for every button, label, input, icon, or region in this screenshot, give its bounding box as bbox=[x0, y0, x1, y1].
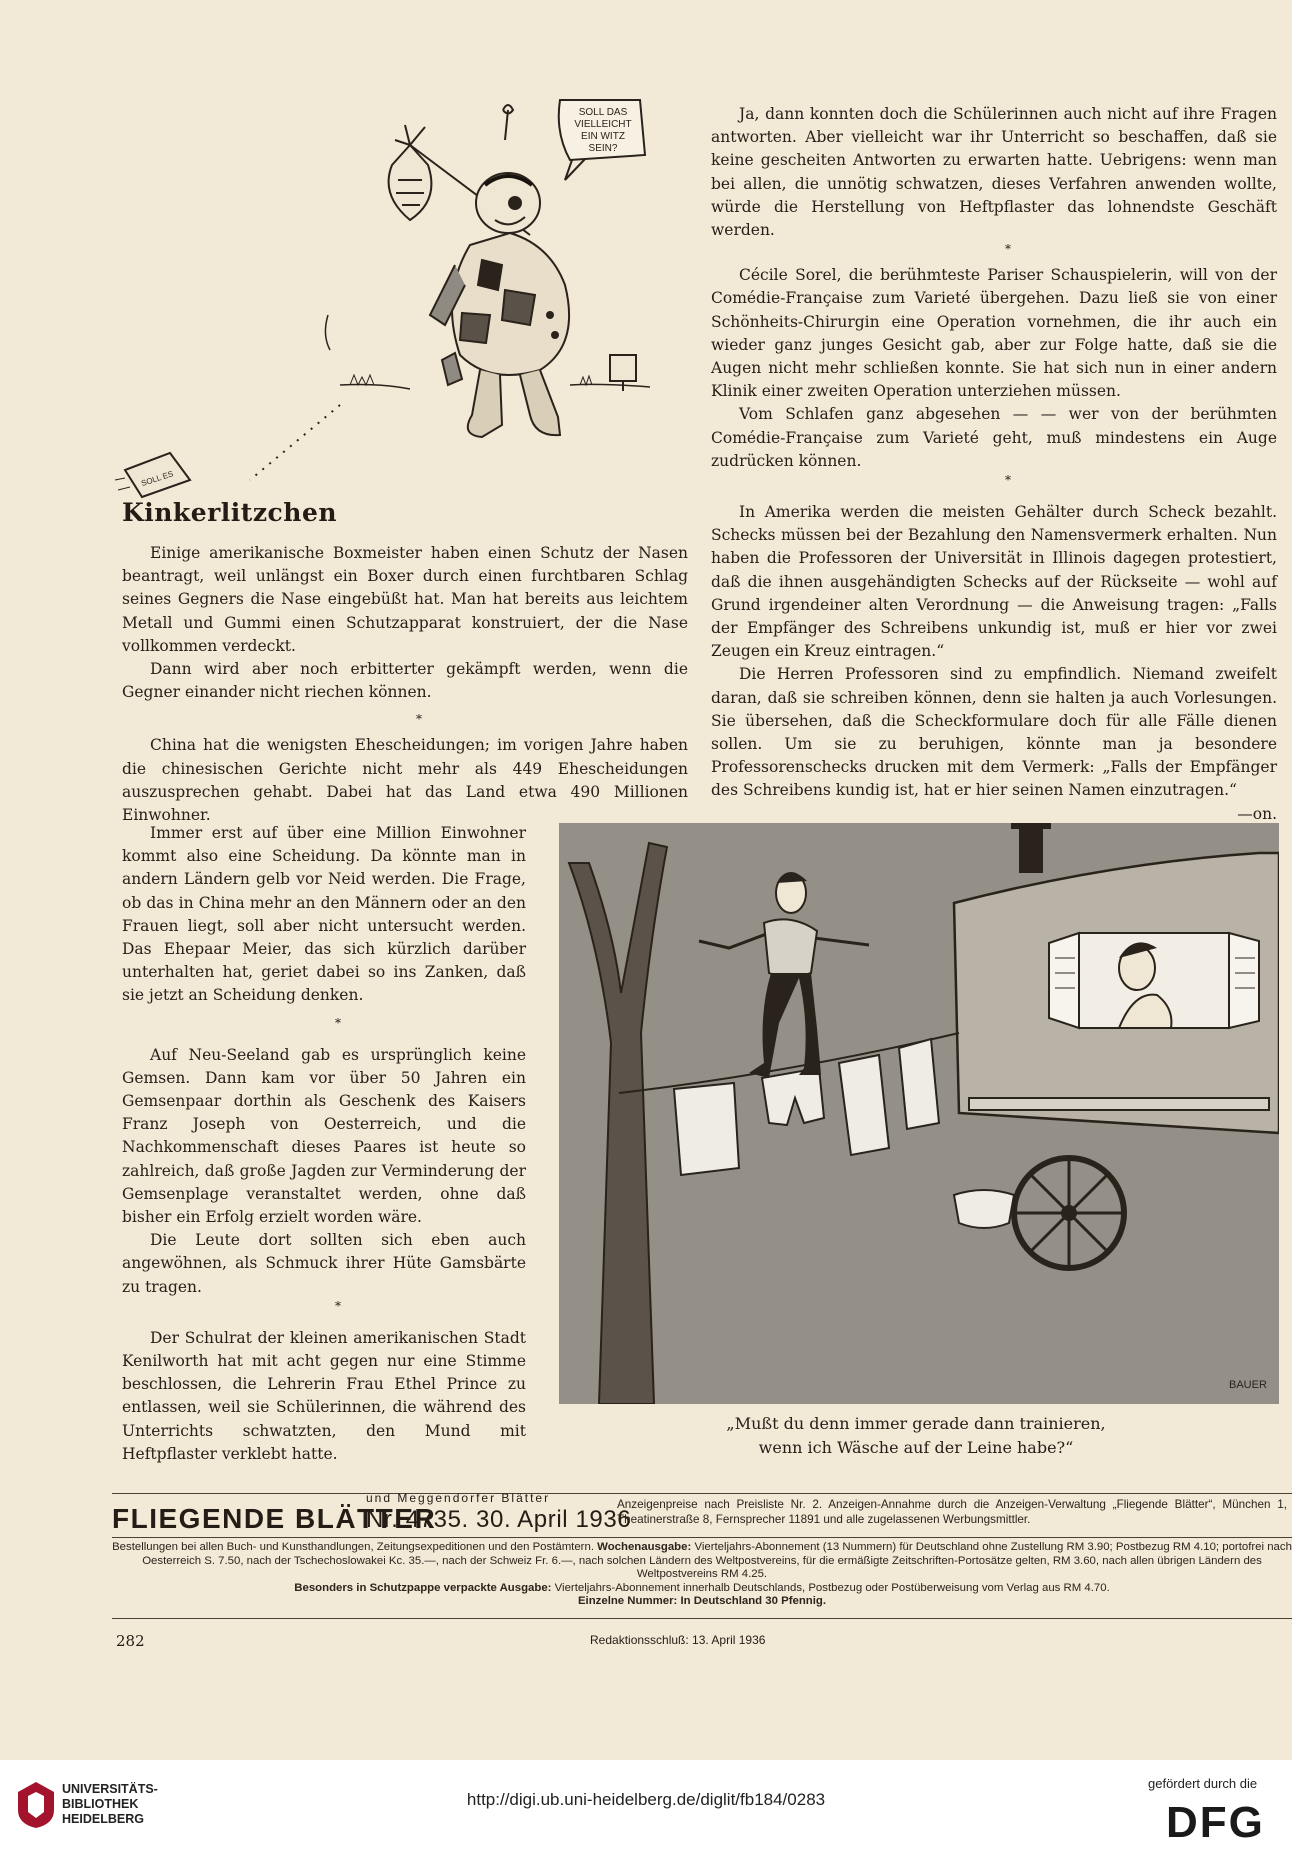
section-heading: Kinkerlitzchen bbox=[122, 498, 338, 527]
article-paragraph: Auf Neu-Seeland gab es ursprünglich keine Gemsen. Dann kam vor über 50 Jahren ein Gemsenpaar dorthin als Geschenk des Kaisers Franz Joseph von Oesterreich, und die Nachkommenschaft dieses Paares ist heute so zahlreich, daß große Jagden zur Verminderung der Gemsenplage veranstaltet werden, ohne daß bisher ein Erfolg erzielt worden wäre. bbox=[122, 1045, 526, 1227]
bubble-line-2: VIELLEICHT bbox=[574, 119, 632, 130]
archive-footer bbox=[0, 1760, 1292, 1854]
article-paragraph: Cécile Sorel, die berühmteste Pariser Schauspielerin, will von der Comédie-Française zum Varieté übergehen. Dazu ließ sie von einer Schönheits-Chirurgin eine Operation vornehmen, die ihr auch ein wieder ganz junges Gesicht gab, aber zur Folge hatte, daß sie die Augen nicht mehr schließen konnte. Sie hat sich nun in einer andern Klinik einer zweiten Operation unterziehen müssen. bbox=[711, 266, 1277, 401]
left-column-lower bbox=[122, 822, 526, 1466]
article-paragraph: China hat die wenigsten Ehescheidungen; im vorigen Jahre haben die chinesischen Gerichte nicht mehr als 449 Ehescheidungen auszusprechen gehabt. Dabei hat das Land etwa 490 Millionen Einwohner. bbox=[122, 736, 688, 825]
section-divider: * bbox=[1005, 473, 1011, 488]
article-paragraph: Der Schulrat der kleinen amerikanischen Stadt Kenilworth hat mit acht gegen nur eine Stimme beschlossen, die Lehrerin Frau Ethel Prince zu entlassen, weil sie Schülerinnen, die während des Unterrichts schwatzten, den Mund mit Heftpflaster verklebt hatte. bbox=[122, 1328, 526, 1463]
ordering-info bbox=[112, 1541, 1292, 1609]
special-label: Besonders in Schutzpappe verpackte Ausgabe: bbox=[294, 1581, 552, 1594]
article-paragraph: Dann wird aber noch erbitterter gekämpft werden, wenn die Gegner einander nicht riechen können. bbox=[122, 660, 688, 702]
article-paragraph: Immer erst auf über eine Million Einwohner kommt also eine Scheidung. Da könnte man in andern Ländern gelb vor Neid werden. Die Frage, ob das in China mehr an den Männern oder an den Frauen liegt, soll aber nicht untersucht werden. Das Ehepaar Meier, das sich kürzlich darüber unterhalten hat, geriet dabei so ins Zanken, daß sie jetzt an Scheidung denken. bbox=[122, 824, 526, 1005]
article-paragraph: Ja, dann konnten doch die Schülerinnen auch nicht auf ihre Fragen antworten. Aber vielleicht war ihr Unterricht so beschaffen, daß sie keine gescheiten Antworten zu erwarten hatte. Uebrigens: wenn man bei allen, die unnötig schwatzen, dieses Verfahren anwenden wollte, würde die Herstellung von Heftpflaster das lohnendste Geschäft werden. bbox=[711, 105, 1277, 240]
left-column-upper bbox=[122, 542, 688, 827]
article-paragraph: In Amerika werden die meisten Gehälter durch Scheck bezahlt. Schecks müssen bei der Bezahlung den Namensvermerk erhalten. Nun haben die Professoren der Universität in Illinois dagegen protestiert, daß die ihnen ausgehändigten Schecks auf der Rückseite — wohl auf Grund irgendeiner alten Verordnung — die Anweisung tragen: „Falls der Empfänger des Schreibens unkundig ist, muß er hier vor zwei Zeugen ein Kreuz eintragen.“ bbox=[711, 503, 1277, 661]
cartoon-caption bbox=[686, 1412, 1146, 1460]
ordering-line-1b: Vierteljahrs-Abonnement (13 Nummern) für Deutschland ohne Zustellung RM 3.90; Postbezug RM 4.10; portofrei nach Oesterreich S. 7.50, nach der Tschechoslowakei Kc. 35.—, nach der Schweiz Fr. 6.—, nach solchen Ländern des Weltpostvereins, für die ermäßigte Zeitschriften-Portosätze gelten, RM 3.60, nach allen übrigen Ländern des Weltpostvereins RM 4.25. bbox=[142, 1541, 1292, 1580]
university-name: UNIVERSITÄTS- BIBLIOTHEK HEIDELBERG bbox=[62, 1782, 158, 1826]
bubble-line-1: SOLL DAS bbox=[578, 107, 628, 118]
page-number: 282 bbox=[116, 1632, 145, 1650]
section-divider: * bbox=[1005, 242, 1011, 257]
weekly-label: Wochenausgabe: bbox=[597, 1541, 692, 1553]
author-signature: —on. bbox=[1237, 804, 1277, 823]
masthead-top-rule bbox=[112, 1493, 1292, 1494]
section-divider: * bbox=[335, 1015, 341, 1030]
section-divider: * bbox=[335, 1298, 341, 1313]
bubble-line-3: EIN WITZ bbox=[581, 131, 625, 142]
article-paragraph: Die Herren Professoren sind zu empfindlich. Niemand zweifelt daran, daß sie schreiben können, denn sie halten ja auch Vorlesungen. Sie übersehen, daß die Scheckformulare doch für alle Fälle dienen sollen. Um sie zu beruhigen, könnte man ja besondere Professorenschecks drucken mit dem Vermerk: „Falls der Empfänger des Schreibens kundig ist, hat er hier seinen Namen einzutragen.“ bbox=[711, 665, 1277, 800]
section-divider: * bbox=[416, 712, 422, 727]
dfg-logo: DFG bbox=[1166, 1798, 1265, 1847]
masthead-bottom-rule bbox=[112, 1537, 1292, 1538]
ad-info: Anzeigenpreise nach Preisliste Nr. 2. Anzeigen-Annahme durch die Anzeigen-Verwaltung „Fliegende Blätter“, München 1, Theatinerstraße 8, Fernsprecher 11891 und alle zugelassenen Werbungsmittler. bbox=[617, 1498, 1287, 1526]
editorial-deadline: Redaktionsschluß: 13. April 1936 bbox=[590, 1633, 766, 1647]
funded-by-label: gefördert durch die bbox=[1148, 1776, 1258, 1791]
flying-sign-text: SOLL ES bbox=[140, 469, 175, 489]
top-cartoon bbox=[110, 85, 670, 505]
magazine-title: FLIEGENDE BLÄTTER bbox=[112, 1503, 437, 1534]
article-paragraph: Einige amerikanische Boxmeister haben einen Schutz der Nasen beantragt, weil unlängst ein Boxer durch einen furchtbaren Schlag seines Gegners die Nase eingebüßt hat. Man hat bereits aus leichtem Metall und Gummi einen Schutzapparat konstruiert, der die Nase vollkommen verdeckt. bbox=[122, 544, 688, 655]
ordering-line-1: Bestellungen bei allen Buch- und Kunsthandlungen, Zeitungsexpeditionen und den Postämtern. bbox=[112, 1541, 594, 1553]
source-url[interactable]: http://digi.ub.uni-heidelberg.de/diglit/fb184/0283 bbox=[466, 1790, 826, 1809]
magazine-subtitle: und Meggendorfer Blätter bbox=[366, 1491, 551, 1505]
footer-rule bbox=[112, 1618, 1292, 1619]
issue-number: Nr. 4735. 30. April 1936 bbox=[366, 1506, 632, 1533]
article-paragraph: Die Leute dort sollten sich eben auch angewöhnen, als Schmuck ihrer Hüte Gamsbärte zu tragen. bbox=[122, 1231, 526, 1296]
ordering-line-2b: Vierteljahrs-Abonnement innerhalb Deutschlands, Postbezug oder Postüberweisung vom Verlag aus RM 4.70. bbox=[554, 1581, 1110, 1594]
cartoon-signature: BAUER bbox=[1229, 1379, 1267, 1391]
single-label: Einzelne Nummer: bbox=[577, 1595, 678, 1607]
single-price: In Deutschland 30 Pfennig. bbox=[680, 1595, 827, 1607]
article-paragraph: Vom Schlafen ganz abgesehen — — wer von der berühmten Comédie-Française zum Varieté geht, muß mindestens ein Auge zudrücken können. bbox=[711, 405, 1277, 470]
main-cartoon bbox=[559, 823, 1279, 1404]
right-column bbox=[711, 103, 1277, 826]
caption-line-1: „Mußt du denn immer gerade dann trainieren, bbox=[726, 1414, 1106, 1433]
caption-line-2: wenn ich Wäsche auf der Leine habe?“ bbox=[758, 1438, 1074, 1457]
bubble-line-4: SEIN? bbox=[588, 143, 618, 154]
